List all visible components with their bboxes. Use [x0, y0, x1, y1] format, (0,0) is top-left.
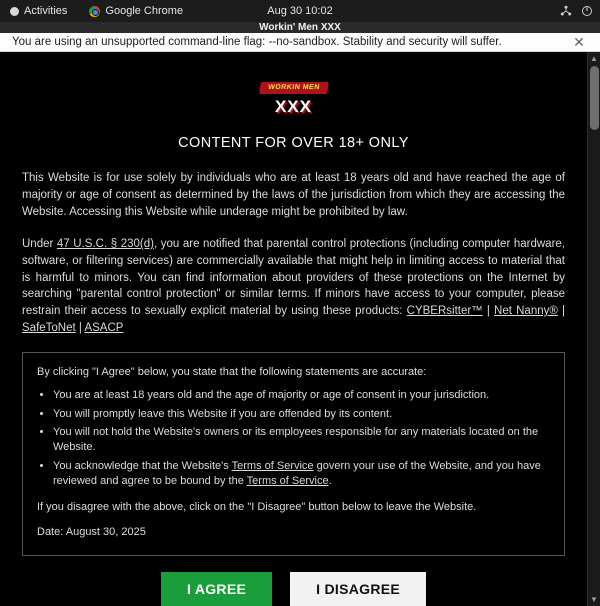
bullet4-mid: govern your use of the Website, and you have reviewed and agree to be bound by the [53, 459, 541, 488]
system-top-bar [0, 0, 600, 22]
activities-button[interactable] [6, 3, 71, 19]
activities-label: Activities [24, 5, 68, 17]
scroll-up-icon[interactable]: ▲ [590, 54, 598, 63]
asacp-link[interactable]: ASACP [84, 321, 124, 334]
list-item: • You will promptly leave this Website if you are offended by its content. [53, 407, 550, 422]
page-scrollbar[interactable] [587, 52, 600, 606]
age-gate-page [0, 52, 587, 606]
agreement-lead: By clicking "I Agree" below, you state that the following statements are accurate: [37, 366, 427, 379]
logo-bottom-text: XXX [274, 96, 312, 116]
chrome-infobar [0, 33, 600, 52]
infobar-message: You are using an unsupported command-line flag: --no-sandbox. Stability and security will suffer. [12, 36, 502, 48]
paragraph2-post: , you are notified that parental control protections (including computer hardware, software, or filtering services) are commercially available that might help in limiting access to material that is harmful to minors. You can find information about providers of these protections on the Internet by searching "parental control protection" or similar terms. If minors have access to your computer, please restrain their access to sexually explicit material by using these products: [22, 238, 565, 318]
scrollbar-thumb[interactable] [590, 66, 599, 130]
disclaimer-paragraph-1: This Website is for use solely by individuals who are at least 18 years old and have reached the age of majority or age of consent as determined by the laws of the jurisdiction from which they are accessing the Website. Accessing this Website while underage might be prohibited by law. [22, 172, 565, 218]
sep-3: | [75, 321, 85, 334]
agreement-bullet-list [53, 388, 550, 489]
netnanny-link[interactable]: Net Nanny® [494, 305, 558, 318]
browser-window [0, 22, 600, 604]
list-item-terms [53, 459, 550, 490]
logo-top-text: WORKIN MEN [259, 82, 328, 94]
page-title: CONTENT FOR OVER 18+ ONLY [178, 135, 409, 152]
window-titlebar [0, 22, 600, 33]
bullet4-pre: You acknowledge that the Website's [53, 459, 232, 472]
terms-of-service-link-1[interactable]: Terms of Service [231, 459, 314, 472]
top-bar-right [560, 5, 600, 17]
activities-dot-icon [10, 7, 19, 16]
list-item: • You will not hold the Website's owners or its employees responsible for any materials located on the Website. [53, 425, 550, 456]
page-viewport [0, 52, 600, 606]
chrome-app-menu[interactable] [85, 3, 187, 19]
paragraph2-pre: Under [22, 238, 57, 251]
disclaimer-paragraph-2 [22, 236, 565, 336]
agree-button[interactable]: I AGREE [161, 572, 272, 606]
sep-2: | [557, 305, 566, 318]
list-item: • You are at least 18 years old and the age of majority or age of consent in your jurisdiction. [53, 388, 550, 403]
terms-of-service-link-2[interactable]: Terms of Service [246, 475, 329, 488]
agreement-box [22, 352, 565, 555]
power-icon[interactable] [581, 5, 593, 17]
chrome-icon [89, 6, 100, 17]
window-title: Workin' Men XXX [259, 22, 341, 33]
usc-link[interactable]: 47 U.S.C. § 230(d) [56, 238, 154, 251]
safetonet-link[interactable]: SafeToNet [22, 321, 76, 334]
agreement-date: Date: August 30, 2025 [37, 525, 146, 538]
scroll-down-icon[interactable]: ▼ [590, 594, 598, 604]
cybersitter-link[interactable]: CYBERsitter™ [406, 305, 483, 318]
site-logo[interactable] [22, 76, 565, 123]
logo-graphic [254, 76, 334, 123]
disagree-button[interactable]: I DISAGREE [290, 572, 426, 606]
age-gate-buttons [22, 572, 565, 606]
top-bar-left [0, 3, 187, 19]
chrome-app-label: Google Chrome [105, 5, 184, 17]
sep-1: | [482, 305, 495, 318]
network-icon[interactable] [560, 5, 572, 17]
system-clock[interactable]: Aug 30 10:02 [267, 5, 333, 17]
close-icon[interactable]: ✕ [573, 34, 585, 50]
bullet4-post: . [328, 475, 332, 488]
disagree-note: If you disagree with the above, click on the "I Disagree" button below to leave the Website. [37, 500, 477, 513]
